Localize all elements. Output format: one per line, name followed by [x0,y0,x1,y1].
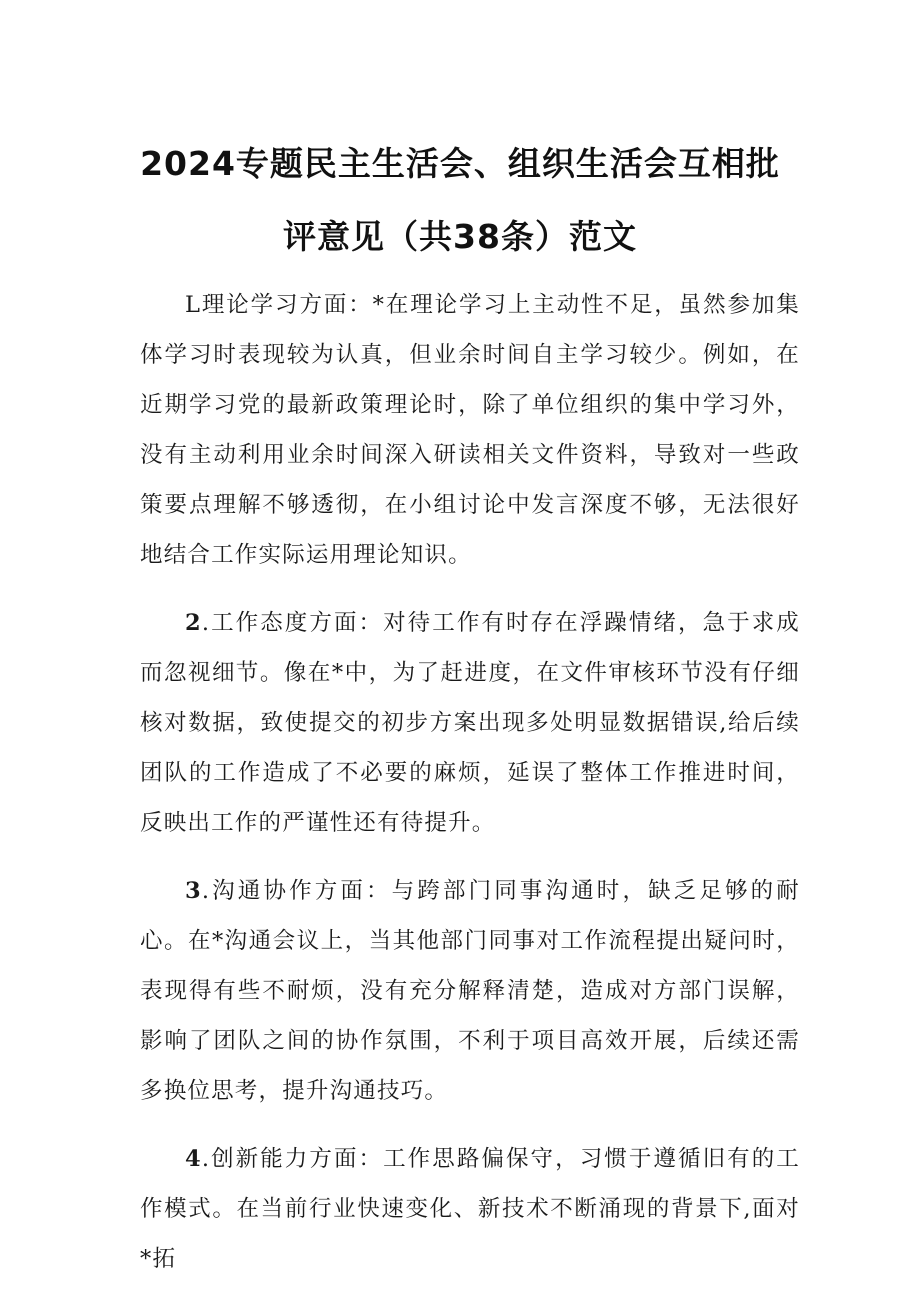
paragraph-communication [140,866,800,1116]
document-title-line-1: 2024专题民主生活会、组织生活会互相批 [140,144,780,183]
paragraph-text: .创新能力方面：工作思路偏保守，习惯于遵循旧有的工作模式。在当前行业快速变化、新技术不断涌现的背景下,面对*拓 [140,1146,800,1272]
paragraph-text: .工作态度方面：对待工作有时存在浮躁情绪，急于求成而忽视细节。像在*中，为了赶进度，在文件审核环节没有仔细核对数据，致使提交的初步方案出现多处明显数据错误,给后续团队的工作造成了不必要的麻烦，延误了整体工作推进时间，反映出工作的严谨性还有待提升。 [140,610,800,836]
paragraph-text: L理论学习方面：*在理论学习上主动性不足，虽然参加集体学习时表现较为认真，但业余时间自主学习较少。例如，在近期学习党的最新政策理论时，除了单位组织的集中学习外，没有主动利用业余时间深入研读相关文件资料，导致对一些政策要点理解不够透彻，在小组讨论中发言深度不够，无法很好地结合工作实际运用理论知识。 [140,292,800,568]
paragraph-text: .沟通协作方面：与跨部门同事沟通时，缺乏足够的耐心。在*沟通会议上，当其他部门同事对工作流程提出疑问时，表现得有些不耐烦，没有充分解释清楚，造成对方部门误解，影响了团队之间的协作氛围，不利于项目高效开展，后续还需多换位思考，提升沟通技巧。 [140,878,800,1104]
paragraph-number: 2 [185,610,202,636]
paragraph-number: 4 [185,1146,202,1172]
document-title-line-2: 评意见（共38条）范文 [283,217,637,256]
paragraph-innovation [140,1134,800,1284]
paragraph-work-attitude [140,598,800,848]
document-body [140,280,800,1302]
paragraph-theory-study [140,280,800,580]
paragraph-number: 3 [185,878,202,904]
